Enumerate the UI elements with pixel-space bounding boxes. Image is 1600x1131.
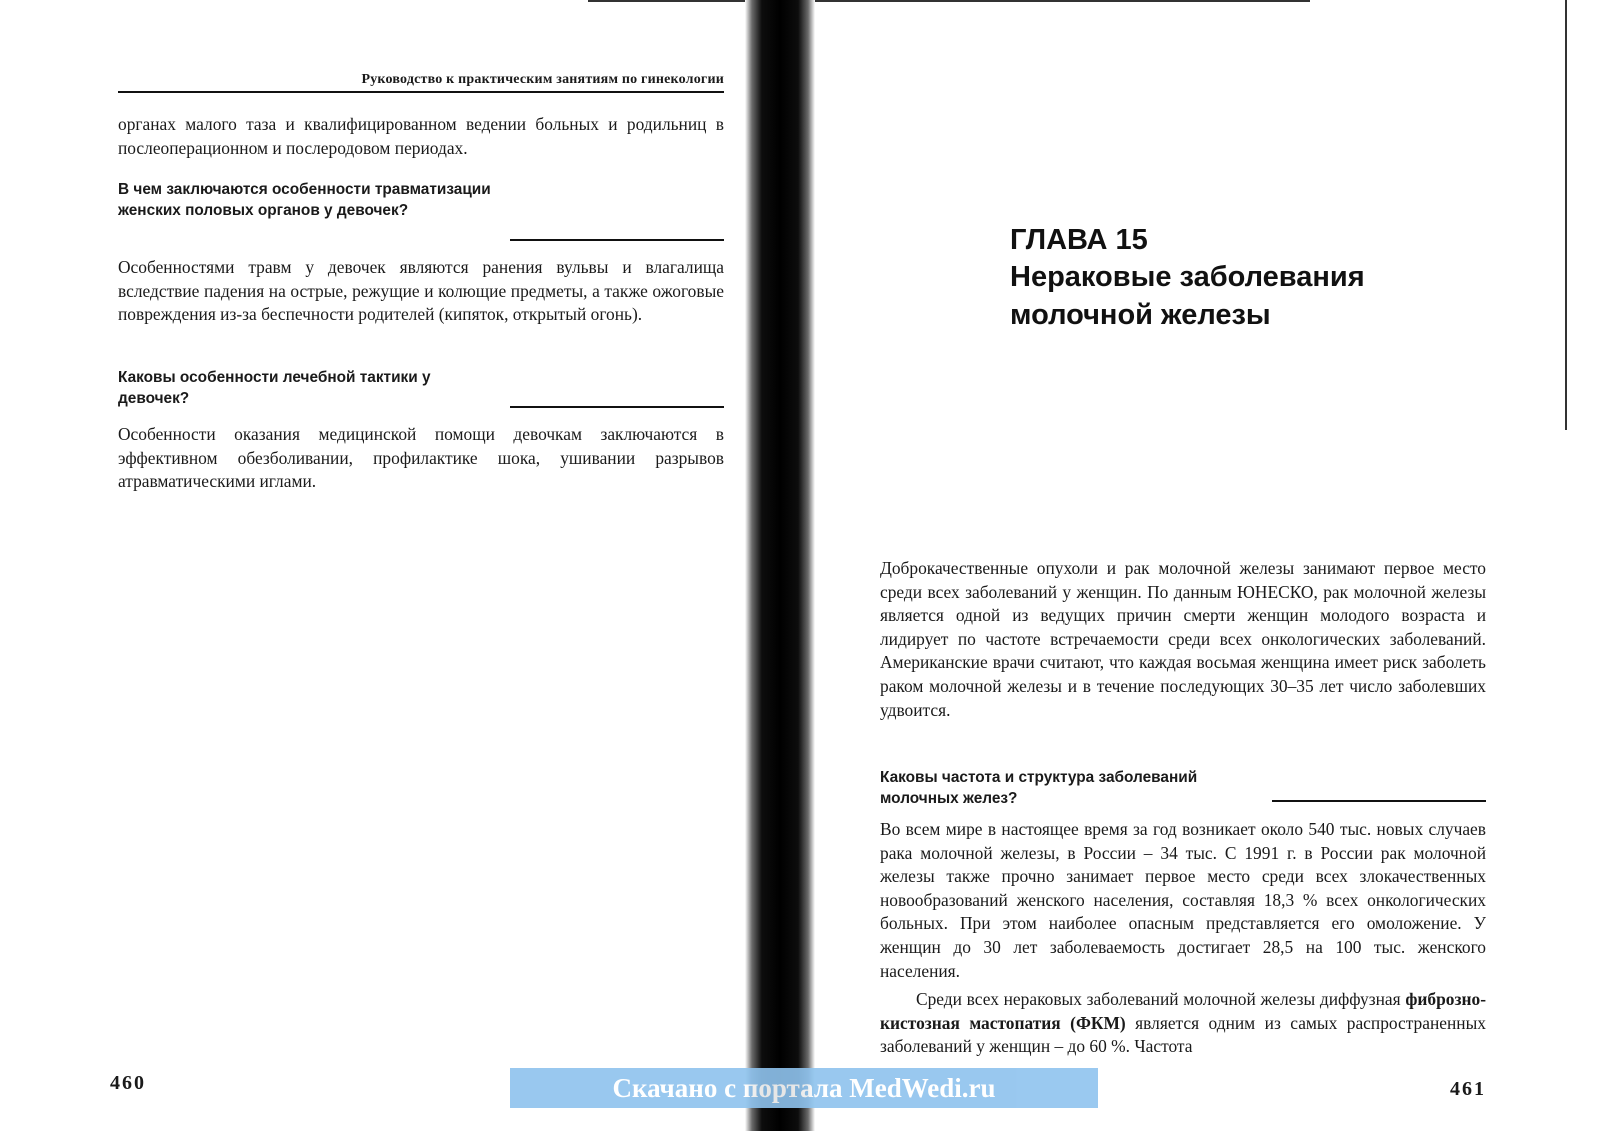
- body-paragraph: [880, 988, 1486, 1059]
- answer-paragraph: Особенности оказания медицинской помощи девочкам заключаются в эффективном обезболивании, профилактике шока, ушивании разрывов атравматическими иглами.: [118, 424, 724, 492]
- body-text: Среди всех нераковых заболеваний молочной железы диффузная: [916, 989, 1406, 1009]
- question-rule: [510, 406, 724, 408]
- page-number: 460: [110, 1072, 146, 1094]
- question-rule: [510, 239, 724, 241]
- body-paragraph-text: Во всем мире в настоящее время за год возникает около 540 тыс. новых случаев рака молочной железы, в России – 34 тыс. С 1991 г. в России рак молочной железы также прочно занимает первое место среди всех злокачественных новообразований женского населения, составляя 18,3 % всех онкологических больных. При этом наиболее опасным представляется его омоложение. У женщин до 30 лет заболеваемость достигает 28,5 на 100 тыс. женского населения.: [880, 819, 1486, 981]
- body-paragraph: Доброкачественные опухоли и рак молочной железы занимают первое место среди всех заболеваний у женщин. По данным ЮНЕСКО, рак молочной железы является одной из ведущих причин смерти женщин молодого возраста и лидирует по частоте встречаемости среди всех онкологических заболеваний. Американские врачи считают, что каждая восьмая женщина имеет риск заболеть раком молочной железы и в течение последующих 30–35 лет число заболевших удвоится.: [880, 558, 1486, 720]
- body-paragraph: [880, 818, 1486, 983]
- intro-paragraph: органах малого таза и квалифицированном ведении больных и родильниц в послеоперационном и послеродовом периодах.: [118, 114, 724, 158]
- left-page: [0, 0, 760, 1131]
- question-rule: [1272, 800, 1486, 802]
- running-head: Руководство к практическим занятиям по гинекологии: [361, 72, 724, 87]
- chapter-title: Нераковые заболевания молочной железы: [1010, 261, 1365, 331]
- chapter-number: ГЛАВА 15: [1010, 224, 1148, 256]
- answer-paragraph: Особенностями травм у девочек являются ранения вульвы и влагалища вследствие падения на острые, режущие и колющие предметы, а также ожоговые повреждения из-за беспечности родителей (кипяток, открытый огонь).: [118, 257, 724, 325]
- watermark-banner[interactable]: Скачано с портала MedWedi.ru: [510, 1068, 1098, 1108]
- question-heading: Каковы особенности лечебной тактики у девочек?: [118, 369, 431, 407]
- running-head-rule: [118, 91, 724, 93]
- page-number: 461: [1450, 1078, 1486, 1100]
- question-heading: В чем заключаются особенности травматизации женских половых органов у девочек?: [118, 181, 491, 219]
- chapter-heading: [1010, 222, 1450, 334]
- term-bold: фиброзно-кистозная мастопатия (ФКМ): [880, 989, 1486, 1033]
- question-heading: Каковы частота и структура заболеваний молочных желез?: [880, 769, 1198, 807]
- body-text: является одним из самых распространенных заболеваний у женщин – до 60 %. Частота: [880, 1012, 1486, 1057]
